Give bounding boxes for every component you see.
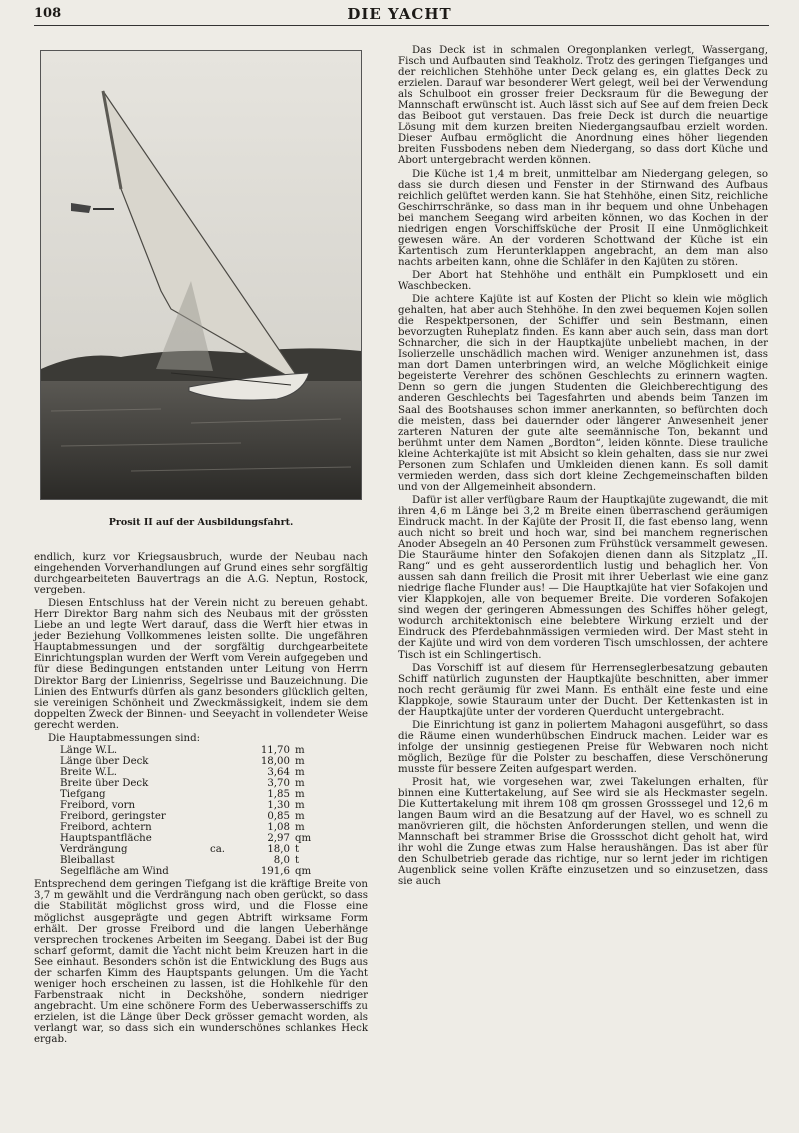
dimension-unit: m (295, 800, 305, 812)
yacht-photo (40, 50, 362, 500)
dimension-value: 3,70 (267, 777, 290, 789)
page-number: 108 (34, 6, 62, 21)
dimension-value: 18,0 (267, 844, 290, 856)
dimension-qualifier (210, 789, 245, 800)
dimensions-table (60, 745, 368, 878)
dimension-row (60, 833, 368, 844)
dimension-value: 191,6 (260, 866, 290, 878)
dimension-value: 8,0 (273, 855, 290, 867)
dimension-unit: t (295, 844, 300, 856)
paragraph: Der Abort hat Stehhöhe und enthält ein Pumpklosett und ein Waschbecken. (398, 269, 768, 292)
paragraph: Das Vorschiff ist auf diesem für Herrenseglerbesatzung gebauten Schiff natürlich zugunsten der Hauptkajüte beschnitten, aber immer noch recht geräumig für zwei Mann. Es enthält eine feste und eine Klappkoje, sowie Stauraum unter der Ducht. Der Kettenkasten ist in der Hauptkajüte unter der vorderen Querducht untergebracht. (398, 662, 768, 718)
paragraph: Die Küche ist 1,4 m breit, unmittelbar am Niedergang gelegen, so dass sie durch diesen und Fenster in der Stirnwand des Aufbaus reichlich gelüftet werden kann. Sie hat Stehhöhe, einen Sitz, reichliche Geschirrschränke, so dass man in ihr bequem und ohne Unbehagen bei manchem Seegang wird arbeiten können, wo das Kochen in der niedrigen engen Vorschiffsküche der Prosit II eine Unmöglichkeit gewesen wäre. An der vorderen Schottwand der Küche ist ein Kartentisch zum Herunterklappen angebracht, an dem man also nachts arbeiten kann, ohne die Schläfer in den Kajüten zu stören. (398, 168, 768, 268)
dimension-qualifier (210, 745, 245, 756)
dimension-unit: m (295, 777, 305, 789)
dimension-name: Länge über Deck (60, 755, 149, 767)
dimension-row (60, 844, 368, 855)
sailing-yacht-illustration (41, 51, 361, 499)
paragraph: Die achtere Kajüte ist auf Kosten der Plicht so klein wie möglich gehalten, hat aber auch Stehhöhe. In den zwei bequemen Kojen sollen die Respektpersonen, der Schiffer und sein Bestmann, einen bevorzugten Ruheplatz finden. Es kann aber auch sein, dass man dort Schnarcher, die sich in der Hauptkajüte unbeliebt machen, in der Isolierzelle unschädlich machen wird. Weniger anzunehmen ist, dass man dort Damen unterbringen wird, an welche Möglichkeit einige begeisterte Verehrer des schönen Geschlechts zu erinnern wagten. Denn so gern die jungen Studenten die Gleichberechtigung des anderen Geschlechts bei Tagesfahrten und abends beim Tanzen im Saal des Bootshauses schon immer anerkannten, so befürchten doch die meisten, dass bei dauernder oder längerer Anwesenheit jener zarteren Naturen der gute alte seemännische Ton, bekannt und berühmt unter dem Namen „Bordton“, leiden könnte. Diese trauliche kleine Achterkajüte ist mit Absicht so klein gehalten, dass sie nur zwei Personen zum Schlafen und Umkleiden dienen kann. Es soll damit vermieden werden, dass sich dort kleine Zechgemeinschaften bilden und von der Allgemeinheit absondern. (398, 294, 768, 493)
dimension-qualifier (210, 855, 245, 866)
dimension-value: 18,00 (260, 755, 290, 767)
dimensions-intro: Die Hauptabmessungen sind: (48, 732, 201, 744)
dimension-qualifier (210, 811, 245, 822)
paragraph: endlich, kurz vor Kriegsausbruch, wurde der Neubau nach eingehenden Vorverhandlungen auf Grund eines sehr sorgfältig durchgearbeiteten Bauvertrags an die A.G. Neptun, Rostock, vergeben. (34, 552, 368, 597)
dimension-row (60, 789, 368, 800)
dimension-row (60, 756, 368, 767)
dimension-name: Verdrängung (60, 844, 128, 856)
paragraph: Das Deck ist in schmalen Oregonplanken verlegt, Wassergang, Fisch und Aufbauten sind Teakholz. Trotz des geringen Tiefganges und der reichlichen Stehhöhe unter Deck gelang es, ein glattes Deck zu erzielen. Darauf war besonderer Wert gelegt, weil bei der Verwendung als Schulboot ein grosser freier Decksraum für die Bewegung der Mannschaft erwünscht ist. Auch lässt sich auf See auf dem freien Deck das Beiboot gut verstauen. Das freie Deck ist durch die neuartige Lösung mit dem kurzen breiten Niedergangsaufbau erzielt worden. Dieser Aufbau ermöglicht die Anordnung eines höher liegenden breiten Fussbodens neben dem Niedergang, so dass dort Küche und Abort untergebracht werden können. (398, 45, 768, 167)
paragraph: Die Einrichtung ist ganz in poliertem Mahagoni ausgeführt, so dass die Räume einen wunderhübschen Eindruck machen. Leider war es infolge der unsinnig gestiegenen Preise für Webwaren noch nicht möglich, Bezüge für die Polster zu beschaffen, diese Verschönerung musste für bessere Zeiten aufgespart werden. (398, 719, 768, 775)
dimension-name: Hauptspantfläche (60, 833, 152, 845)
paragraph: Prosit hat, wie vorgesehen war, zwei Takelungen erhalten, für binnen eine Kuttertakelung, auf See wird sie als Heckmaster segeln. Die Kuttertakelung mit ihrem 108 qm grossen Grosssegel und 12,6 m langen Baum wird an die Besatzung auf der Havel, wo es schnell zu manövrieren gilt, die höchsten Anforderungen stellen, und wenn die Mannschaft bei strammer Brise die Grossschot dicht geholt hat, wird ihr wohl die Zunge etwas zum Halse heraushängen. Das ist aber für den Schulbetrieb gerade das richtige, nur so lernt jeder im richtigen Augenblick seine vollen Kräfte einzusetzen und so einzusetzen, dass sie auch (398, 777, 768, 888)
photo-caption: Prosit II auf der Ausbildungsfahrt. (108, 517, 294, 528)
dimension-qualifier: ca. (210, 844, 226, 856)
dimension-qualifier (210, 822, 245, 833)
dimension-qualifier (210, 778, 245, 789)
dimension-name: Bleiballast (60, 855, 115, 867)
dimension-name: Tiefgang (60, 788, 106, 800)
dimension-row (60, 800, 368, 811)
dimension-row (60, 822, 368, 833)
dimension-unit: qm (295, 866, 312, 878)
dimension-unit: m (295, 755, 305, 767)
dimension-name: Freibord, geringster (60, 811, 166, 823)
dimension-unit: m (295, 811, 305, 823)
dimension-qualifier (210, 833, 245, 844)
dimension-qualifier (210, 866, 245, 877)
dimension-unit: t (295, 855, 300, 867)
dimension-unit: m (295, 744, 305, 756)
dimension-name: Breite W.L. (60, 766, 117, 778)
dimension-unit: m (295, 822, 305, 834)
dimension-value: 0,85 (267, 811, 290, 823)
dimension-row (60, 866, 368, 877)
dimension-qualifier (210, 756, 245, 767)
dimension-value: 2,97 (267, 833, 290, 845)
dimension-unit: m (295, 766, 305, 778)
paragraph: Diesen Entschluss hat der Verein nicht zu bereuen gehabt. Herr Direktor Barg nahm sich des Neubaus mit der grössten Liebe an und legte Wert darauf, dass die Werft hier etwas in jeder Beziehung Vollkommenes leisten sollte. Die ungefähren Hauptabmessungen und der sorgfältig durchgearbeitete Einrichtungsplan wurden der Werft vom Verein aufgegeben und für diese Bedingungen entstanden unter Leitung von Herrn Direktor Barg der Linienriss, Segelrisse und Bauzeichnung. Die Linien des Entwurfs dürfen als ganz besonders glücklich gelten, sie vereinigen Schönheit und Zweckmässigkeit, indem sie dem doppelten Zweck der Binnen- und Seeyacht in vollendeter Weise gerecht werden. (34, 598, 369, 731)
dimension-value: 1,85 (267, 788, 290, 800)
right-column (398, 45, 768, 888)
dimension-unit: qm (295, 833, 312, 845)
paragraph: Entsprechend dem geringen Tiefgang ist die kräftige Breite von 3,7 m gewählt und die Verdrängung nach oben gerückt, so dass die Stabilität möglichst gross wird, und die Flosse eine möglichst ausgeprägte und gegen Abtrift wirksame Form erhält. Der grosse Freibord und die langen Ueberhänge versprechen trockenes Arbeiten im Seegang. Dabei ist der Bug scharf geformt, damit die Yacht nicht beim Kreuzen hart in die See einhaut. Besonders schön ist die Entwicklung des Bugs aus der scharfen Kimm des Hauptspants gelungen. Um die Yacht weniger hoch erscheinen zu lassen, ist die Hohlkehle für den Farbenstraak nicht in Deckshöhe, sondern niedriger angebracht. Um eine schönere Form des Ueberwasserschiffs zu erzielen, ist die Länge über Deck grösser gemacht worden, als verlangt war, so dass sich ein wunderschönes schlankes Heck ergab. (34, 879, 368, 1046)
dimension-name: Freibord, achtern (60, 822, 152, 834)
dimension-row (60, 745, 368, 756)
dimension-name: Länge W.L. (60, 744, 118, 756)
dimension-row (60, 811, 368, 822)
dimension-value: 1,08 (267, 822, 290, 834)
dimension-qualifier (210, 767, 245, 778)
running-title: DIE YACHT (347, 5, 452, 23)
dimension-name: Freibord, vorn (60, 800, 136, 812)
dimension-value: 11,70 (260, 744, 290, 756)
dimension-name: Breite über Deck (60, 777, 149, 789)
left-column (34, 552, 368, 1045)
dimension-qualifier (210, 800, 245, 811)
dimension-value: 1,30 (267, 800, 290, 812)
dimension-name: Segelfläche am Wind (60, 866, 169, 878)
dimension-row (60, 855, 368, 866)
dimension-row (60, 767, 368, 778)
dimension-value: 3,64 (267, 766, 290, 778)
dimension-row (60, 778, 368, 789)
dimension-unit: m (295, 788, 305, 800)
header-rule (34, 25, 769, 26)
paragraph: Dafür ist aller verfügbare Raum der Hauptkajüte zugewandt, die mit ihren 4,6 m Länge bei 3,2 m Breite einen überraschend geräumigen Eindruck macht. In der Kajüte der Prosit II, die fast ebenso lang, wenn auch nicht so breit und hoch war, sind bei manchem regnerischen Anoder Absegeln an 40 Personen zum Frühstück versammelt gewesen. Die Stauräume hinter den Sofakojen dienen dann als Sitzplatz „II. Rang“ und es geht ausserordentlich lustig und behaglich her. Von aussen sah dann freilich die Prosit mit ihrer Ueberlast wie eine ganz niedrige flache Flunder aus! — Die Hauptkajüte hat vier Sofakojen und vier Klappkojen, alle von bequemer Breite. Die vorderen Sofakojen sind wegen der geringeren Abmessungen des Schiffes höher gelegt, wodurch architektonisch eine belebtere Wirkung erzielt und der Eindruck des Pferdebahnmässigen vermieden wird. Der Mast steht in der Kajüte und wird von dem vorderen Tisch umschlossen, der achtere Tisch ist ein Schlingertisch. (398, 494, 769, 661)
